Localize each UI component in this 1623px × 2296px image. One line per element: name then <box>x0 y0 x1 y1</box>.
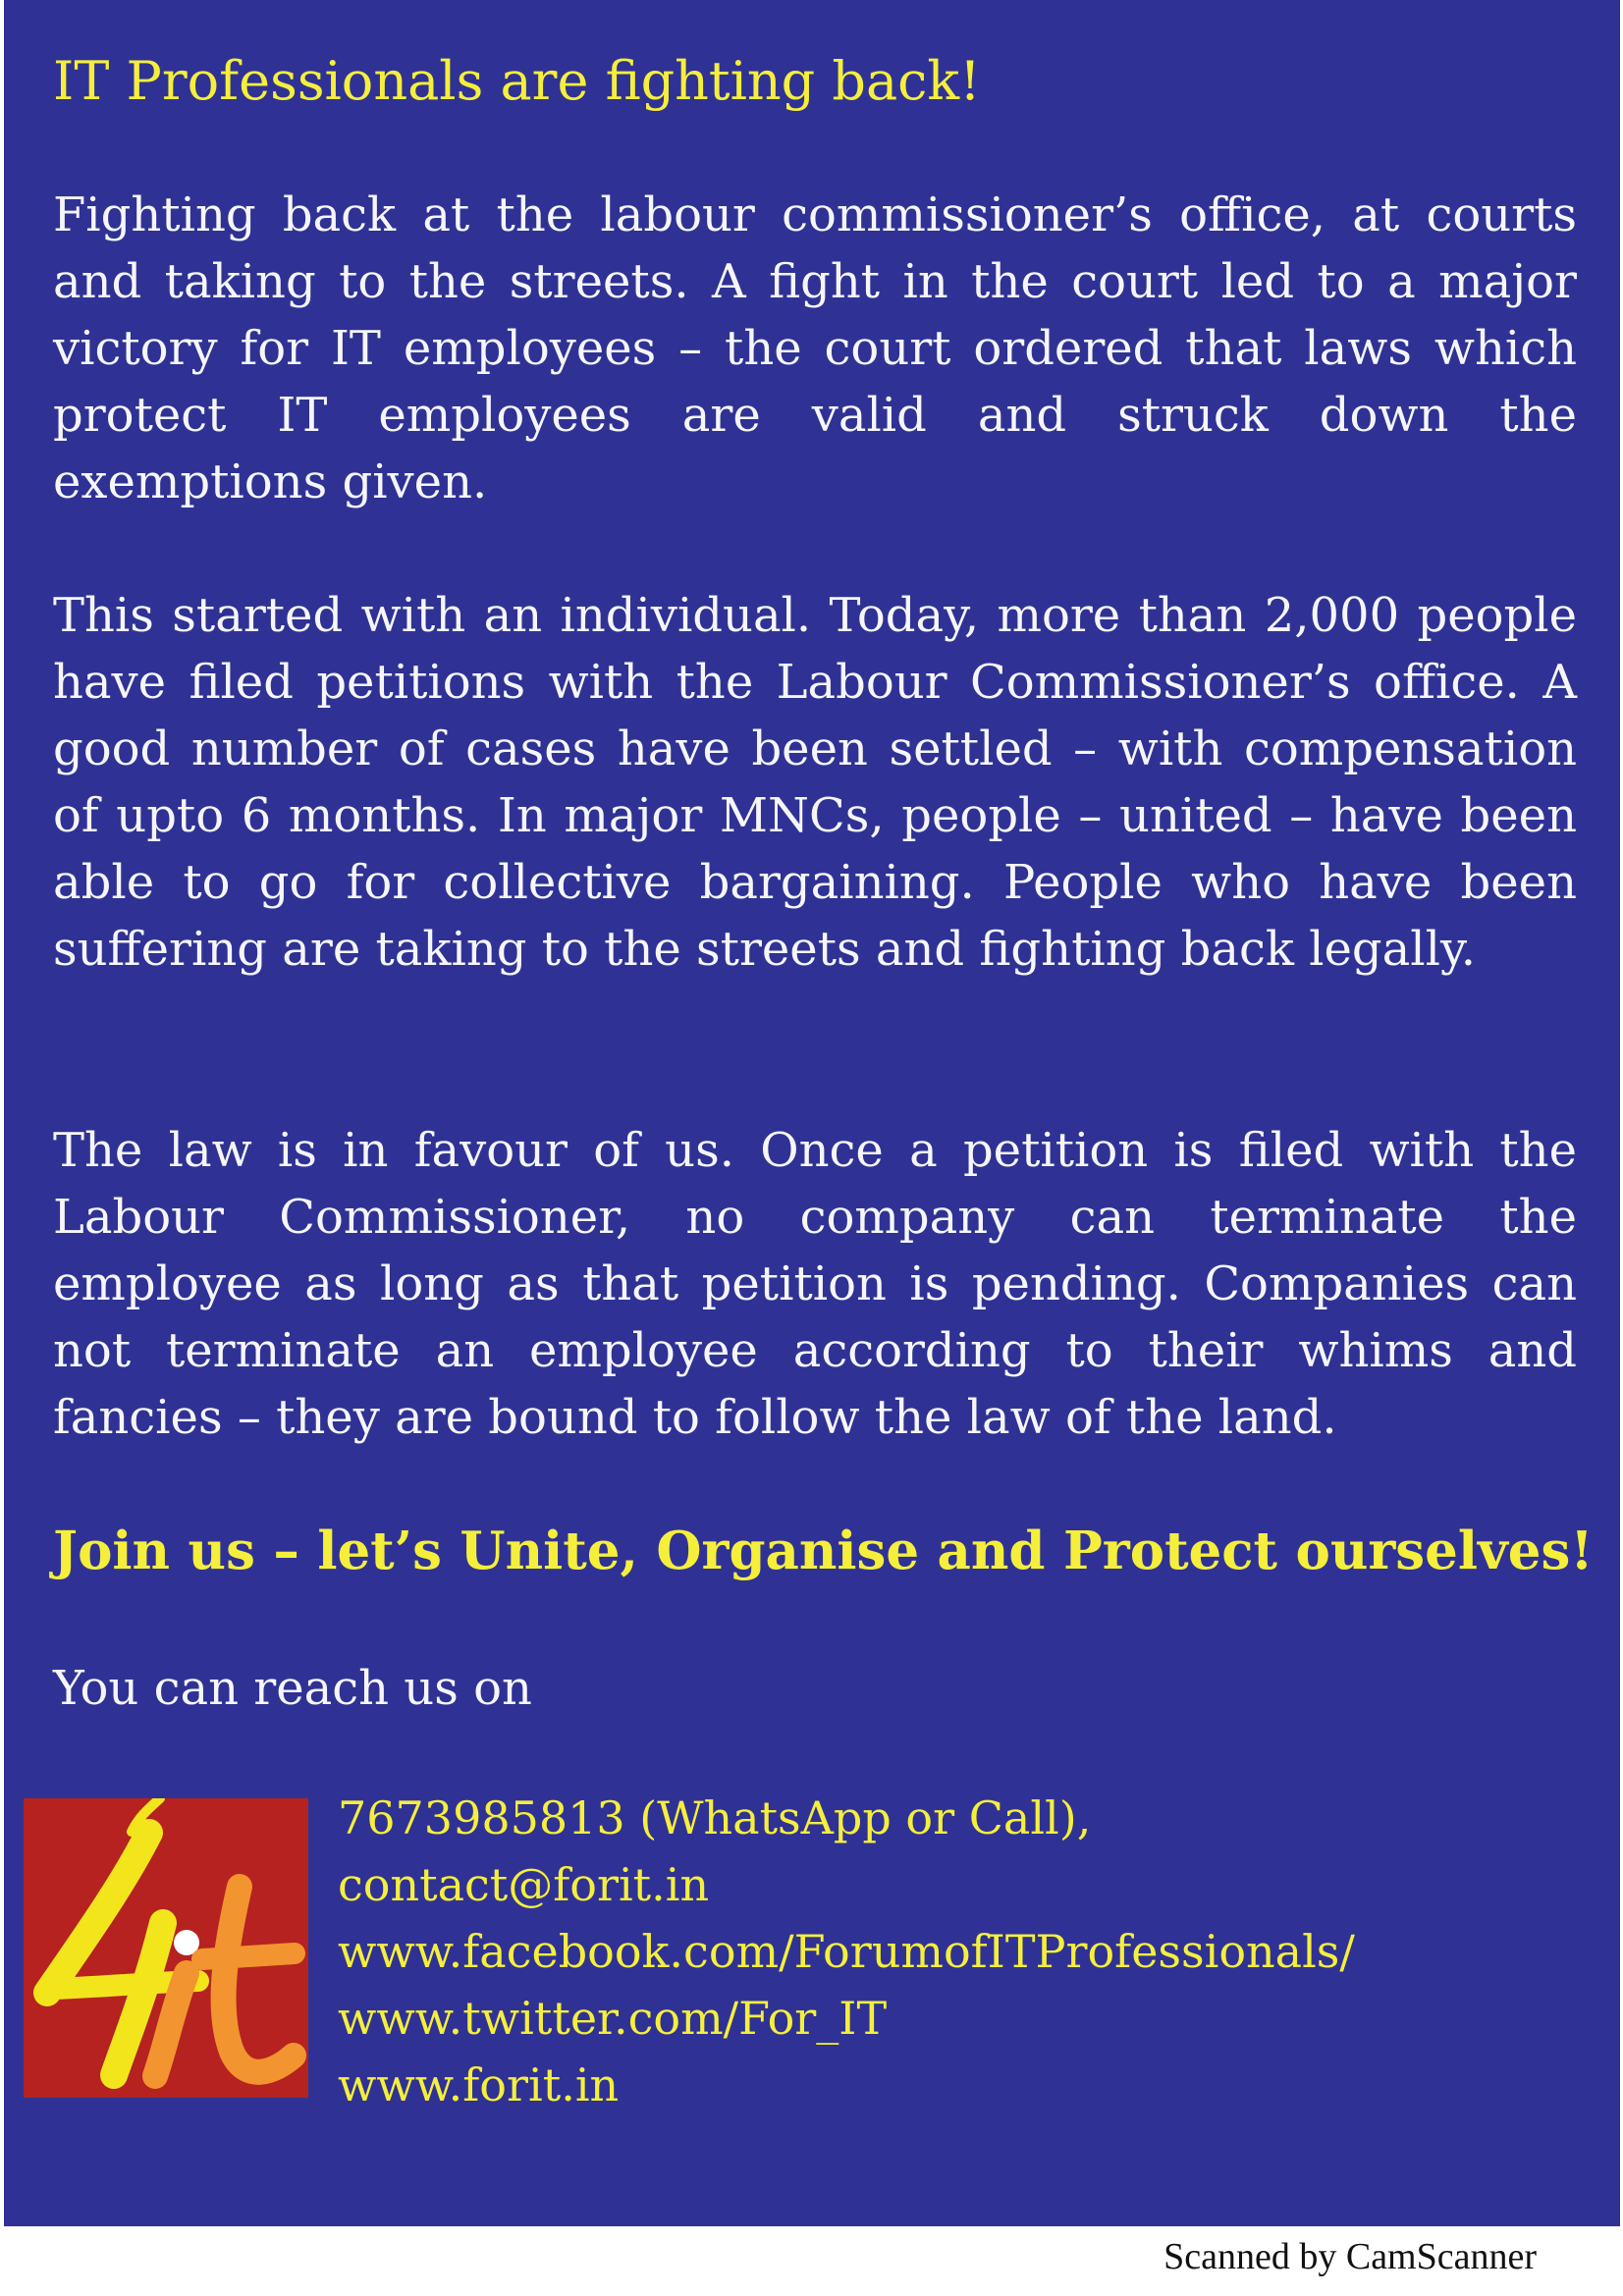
contact-facebook[interactable]: www.facebook.com/ForumofITProfessionals/ <box>338 1925 1355 1978</box>
contact-twitter[interactable]: www.twitter.com/For_IT <box>338 1992 888 2045</box>
leaflet-panel <box>4 0 1620 2226</box>
paragraph-court-victory: Fighting back at the labour commissioner’s office, at courts and taking to the streets. A fight in the court led to a major victory for IT employees – the court ordered that laws which protect IT employees are valid and struck down the exemptions given. <box>53 187 1577 509</box>
contact-website[interactable]: www.forit.in <box>338 2058 620 2111</box>
paragraph-law-in-favour: The law is in favour of us. Once a petition is filed with the Labour Commissioner, no company can terminate the employee as long as that petition is pending. Companies can not terminate an employee according to their whims and fancies – they are bound to follow the law of the land. <box>53 1123 1577 1445</box>
forit-logo-icon <box>24 1798 308 2098</box>
join-us-callout: Join us – let’s Unite, Organise and Protect ourselves! <box>53 1521 1594 1581</box>
reach-us-heading: You can reach us on <box>53 1661 532 1716</box>
forit-logo <box>24 1798 308 2098</box>
paragraph-petitions: This started with an individual. Today, more than 2,000 people have filed petitions with the Labour Commissioner’s office. A good number of cases have been settled – with compensation of upto 6 months. In major MNCs, people – united – have been able to go for collective bargaining. People who have been suffering are taking to the streets and fighting back legally. <box>53 588 1577 977</box>
contact-phone[interactable]: 7673985813 (WhatsApp or Call), <box>338 1791 1092 1844</box>
scanner-footer: Scanned by CamScanner <box>1163 2236 1537 2277</box>
contact-list <box>338 1785 1355 2118</box>
contact-email[interactable]: contact@forit.in <box>338 1858 710 1911</box>
leaflet-title: IT Professionals are fighting back! <box>53 50 981 112</box>
